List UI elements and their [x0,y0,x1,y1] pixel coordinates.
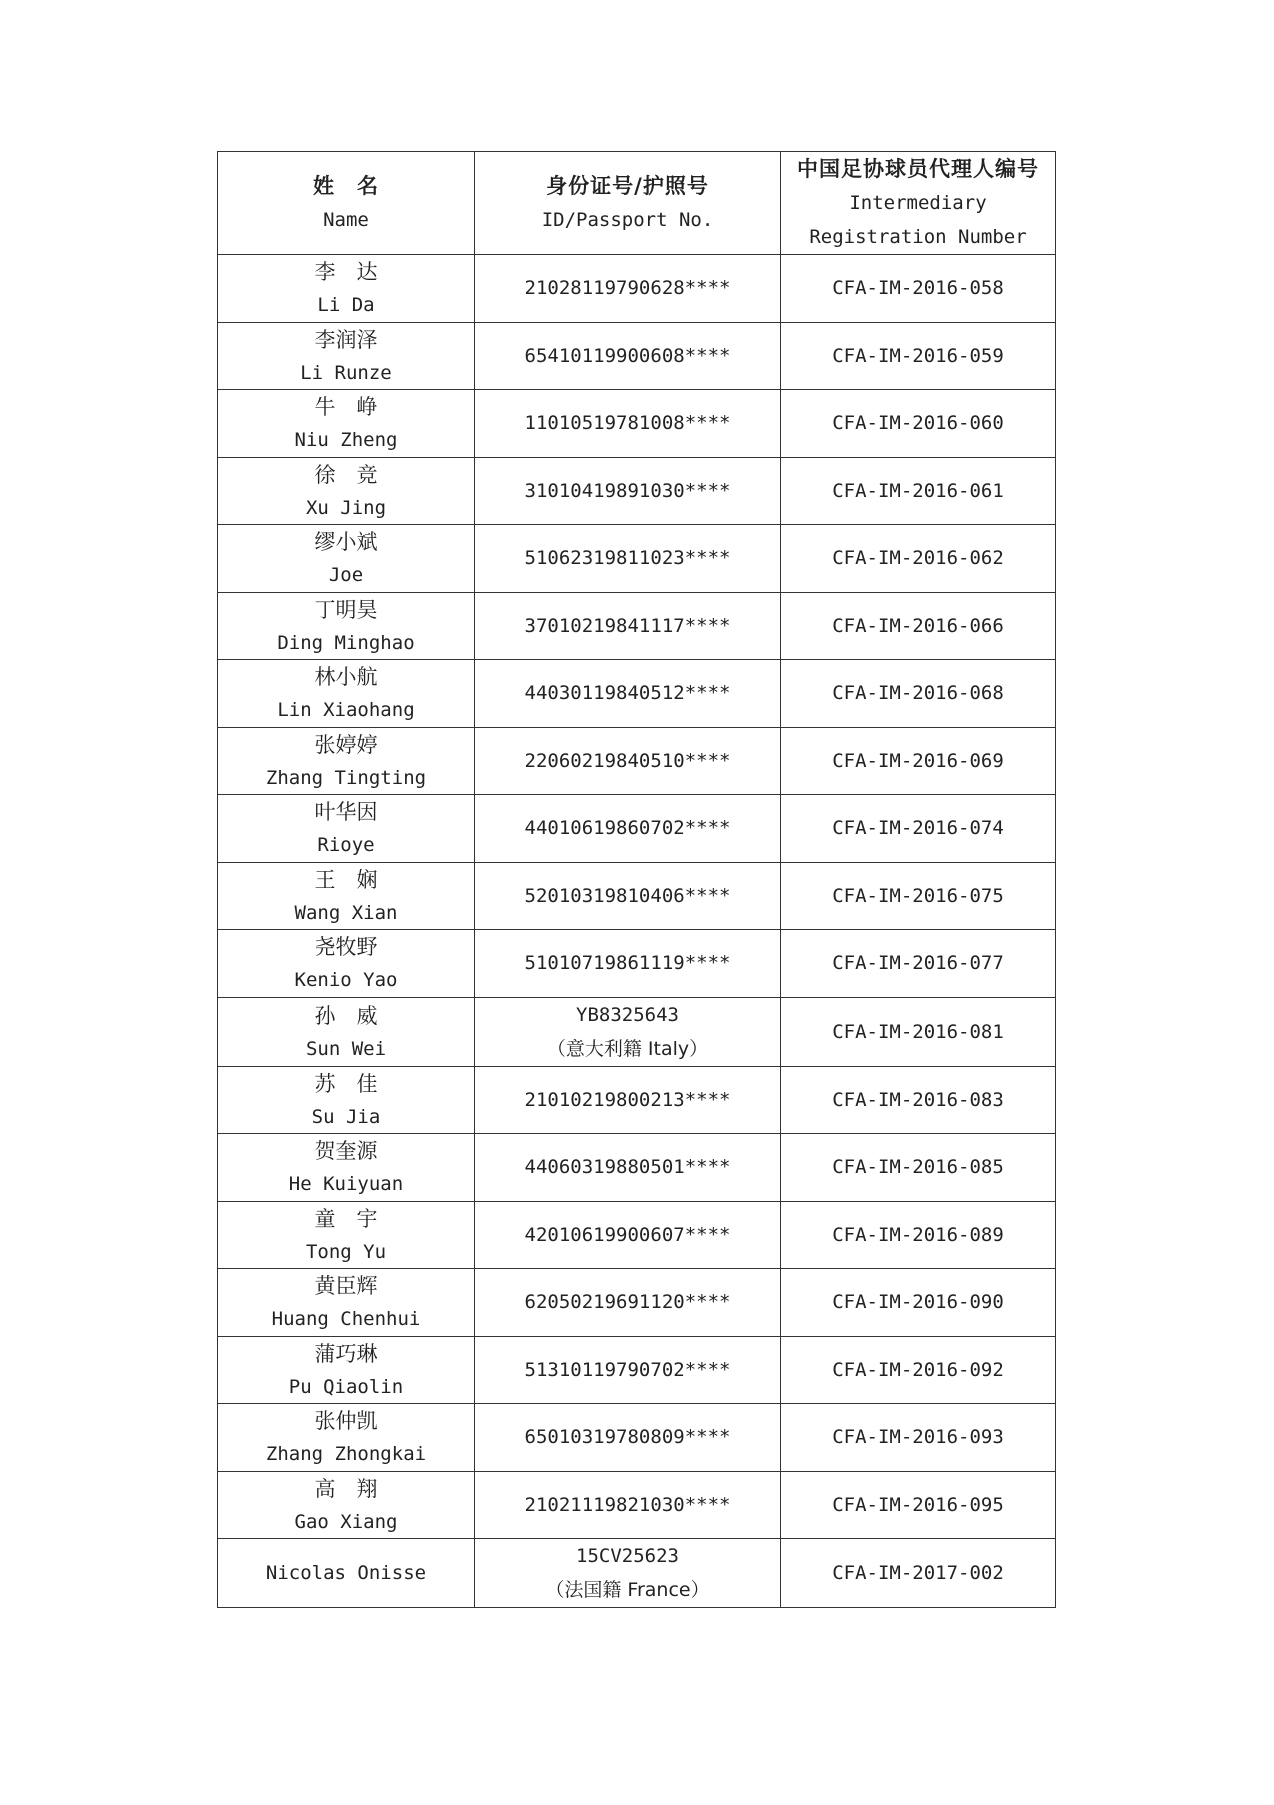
intermediary-table [217,151,1056,1608]
id-cell [475,1201,781,1269]
reg-number: CFA-IM-2016-089 [832,1223,1004,1246]
name-en: Nicolas Onisse [265,1562,427,1584]
nationality: （法国籍 France） [545,1579,710,1601]
id-number: 22060219840510**** [524,749,731,772]
name-cn: 李 达 [314,260,378,285]
id-number: 44060319880501**** [524,1156,731,1179]
name-cn: 蒲巧琳 [314,1341,378,1366]
id-cell [475,457,781,525]
table-row [218,1539,1056,1608]
id-number: 11010519781008**** [524,412,731,435]
name-cell [218,660,475,728]
name-cn: 黄臣辉 [314,1274,378,1299]
id-cell [475,1269,781,1337]
id-cell [475,1336,781,1404]
id-cell [475,322,781,390]
name-cell [218,525,475,593]
id-number: 51310119790702**** [524,1358,731,1381]
id-cell [475,997,781,1066]
table-row [218,862,1056,930]
table-row [218,930,1056,998]
header-reg-en-1: Intermediary [849,192,987,214]
table-row [218,660,1056,728]
table-row [218,997,1056,1066]
reg-cell [781,1539,1056,1608]
reg-cell [781,930,1056,998]
name-cn: 贺奎源 [314,1139,378,1164]
id-number: 21021119821030**** [524,1493,731,1516]
table-row [218,1471,1056,1539]
name-en: Sun Wei [305,1037,387,1060]
reg-number: CFA-IM-2016-075 [832,884,1004,907]
table-row [218,795,1056,863]
reg-cell [781,1269,1056,1337]
name-en: Huang Chenhui [271,1308,421,1331]
reg-number: CFA-IM-2016-059 [832,344,1004,367]
name-en: Kenio Yao [294,969,398,992]
id-cell [475,1404,781,1472]
reg-number: CFA-IM-2016-068 [832,682,1004,705]
name-cell [218,1336,475,1404]
id-cell [475,660,781,728]
reg-cell [781,795,1056,863]
reg-number: CFA-IM-2016-085 [832,1156,1004,1179]
id-cell [475,727,781,795]
name-cn: 李润泽 [314,327,378,352]
table-row [218,1269,1056,1337]
name-en: Niu Zheng [294,429,398,452]
nationality: （意大利籍 Italy） [546,1037,709,1060]
reg-cell [781,997,1056,1066]
reg-cell [781,660,1056,728]
name-cell [218,1539,475,1608]
name-cell [218,862,475,930]
name-cn: 王 娴 [314,867,378,892]
name-cn: 童 宇 [314,1206,378,1231]
header-registration [781,152,1056,255]
reg-cell [781,727,1056,795]
id-cell [475,1471,781,1539]
id-cell [475,592,781,660]
id-cell [475,1539,781,1608]
name-cell [218,1404,475,1472]
reg-cell [781,1336,1056,1404]
name-en: Li Runze [300,361,392,384]
reg-number: CFA-IM-2016-062 [832,547,1004,570]
reg-number: CFA-IM-2016-095 [832,1493,1004,1516]
reg-number: CFA-IM-2016-060 [832,412,1004,435]
id-number: 42010619900607**** [524,1223,731,1246]
name-en: Tong Yu [305,1240,387,1263]
name-cell [218,1269,475,1337]
id-cell [475,255,781,323]
name-en: Ding Minghao [277,631,415,654]
name-cell [218,1201,475,1269]
header-name [218,152,475,255]
reg-cell [781,1134,1056,1202]
header-id-cn: 身份证号/护照号 [546,174,709,198]
name-cell [218,1066,475,1134]
id-cell [475,795,781,863]
passport-number: YB8325643 [576,1003,679,1026]
id-cell [475,1066,781,1134]
id-number: 62050219691120**** [524,1291,731,1314]
reg-number: CFA-IM-2016-090 [832,1291,1004,1314]
name-cell [218,1134,475,1202]
table-header-row [218,152,1056,255]
id-cell [475,862,781,930]
reg-number: CFA-IM-2016-093 [832,1426,1004,1449]
table-row [218,1201,1056,1269]
name-en: Xu Jing [305,496,387,519]
reg-cell [781,1201,1056,1269]
table-row [218,1404,1056,1472]
reg-number: CFA-IM-2016-081 [832,1020,1004,1043]
id-cell [475,930,781,998]
name-cell [218,1471,475,1539]
name-en: Rioye [317,834,375,857]
name-en: He Kuiyuan [288,1173,404,1196]
id-number: 52010319810406**** [524,884,731,907]
id-number: 65010319780809**** [524,1426,731,1449]
header-reg-cn: 中国足协球员代理人编号 [797,157,1039,181]
name-en: Pu Qiaolin [288,1375,404,1398]
id-number: 65410119900608**** [524,344,731,367]
header-name-cn: 姓 名 [313,174,379,198]
id-number: 31010419891030**** [524,479,731,502]
table-row [218,525,1056,593]
name-cell [218,930,475,998]
name-cell [218,592,475,660]
name-cell [218,457,475,525]
reg-cell [781,862,1056,930]
name-cell [218,255,475,323]
reg-number: CFA-IM-2016-069 [832,749,1004,772]
reg-cell [781,1404,1056,1472]
reg-cell [781,592,1056,660]
id-number: 37010219841117**** [524,614,731,637]
reg-number: CFA-IM-2016-083 [832,1088,1004,1111]
id-cell [475,525,781,593]
reg-number: CFA-IM-2016-092 [832,1358,1004,1381]
header-name-en: Name [323,209,369,231]
header-reg-en-2: Registration Number [809,226,1027,248]
name-cell [218,390,475,458]
name-cell [218,727,475,795]
table-row [218,592,1056,660]
name-cell [218,322,475,390]
name-cn: 苏 佳 [314,1071,378,1096]
reg-number: CFA-IM-2016-074 [832,817,1004,840]
name-cn: 叶华因 [314,800,378,825]
reg-number: CFA-IM-2017-002 [832,1562,1004,1584]
name-en: Lin Xiaohang [277,699,415,722]
name-en: Gao Xiang [294,1510,398,1533]
passport-number: 15CV25623 [576,1545,679,1567]
name-cn: 徐 竞 [314,462,378,487]
id-number: 44010619860702**** [524,817,731,840]
name-cn: 丁明昊 [314,597,378,622]
name-en: Su Jia [311,1105,381,1128]
id-number: 21010219800213**** [524,1088,731,1111]
name-cell [218,795,475,863]
name-cn: 孙 威 [314,1003,378,1028]
reg-cell [781,457,1056,525]
name-en: Zhang Zhongkai [265,1443,427,1466]
table-row [218,390,1056,458]
reg-cell [781,255,1056,323]
reg-cell [781,390,1056,458]
table-row [218,322,1056,390]
name-cn: 牛 峥 [314,395,378,420]
id-cell [475,1134,781,1202]
header-id [475,152,781,255]
table-row [218,1066,1056,1134]
table-row [218,457,1056,525]
name-en: Zhang Tingting [265,766,427,789]
name-en: Joe [328,564,364,587]
reg-cell [781,1471,1056,1539]
table-row [218,255,1056,323]
name-cn: 张婷婷 [314,732,378,757]
table-row [218,1134,1056,1202]
id-number: 51010719861119**** [524,952,731,975]
reg-number: CFA-IM-2016-066 [832,614,1004,637]
id-cell [475,390,781,458]
reg-number: CFA-IM-2016-077 [832,952,1004,975]
table-row [218,727,1056,795]
id-number: 51062319811023**** [524,547,731,570]
name-cn: 高 翔 [314,1476,378,1501]
name-cn: 尧牧野 [314,935,378,960]
name-cn: 张仲凯 [314,1409,378,1434]
reg-cell [781,1066,1056,1134]
id-number: 44030119840512**** [524,682,731,705]
reg-number: CFA-IM-2016-061 [832,479,1004,502]
name-cell [218,997,475,1066]
reg-number: CFA-IM-2016-058 [832,277,1004,300]
name-cn: 林小航 [314,665,378,690]
header-id-en: ID/Passport No. [541,209,714,231]
name-en: Li Da [317,294,375,317]
table-row [218,1336,1056,1404]
id-number: 21028119790628**** [524,277,731,300]
name-en: Wang Xian [294,901,398,924]
name-cn: 缪小斌 [314,530,378,555]
reg-cell [781,525,1056,593]
reg-cell [781,322,1056,390]
